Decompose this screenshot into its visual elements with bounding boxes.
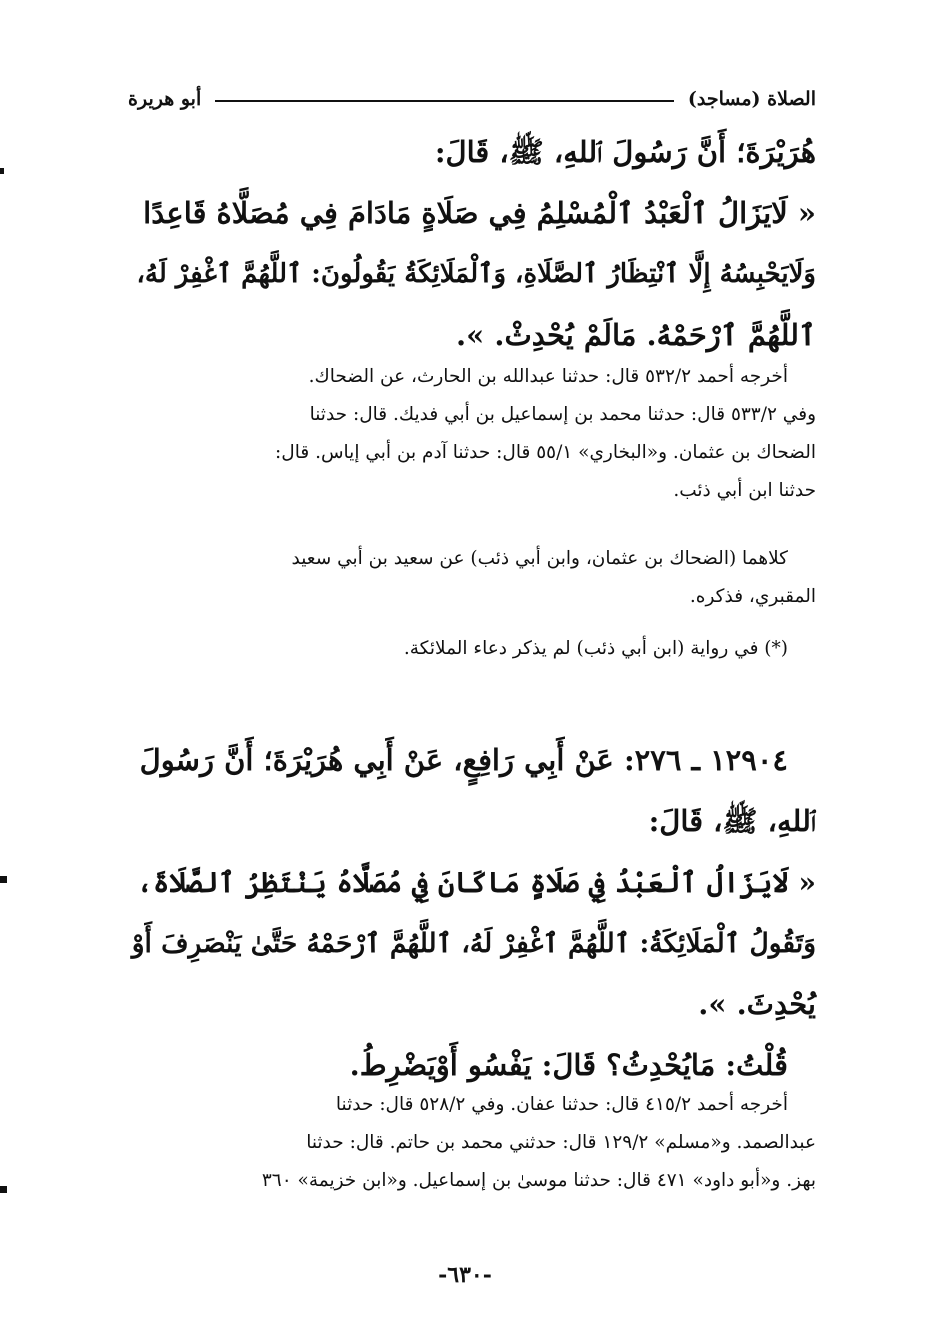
takhrij-line: وفي ٥٣٣/٢ قال: حدثنا محمد بن إسماعيل بن أبي فديك. قال: حدثنا <box>309 404 816 425</box>
hadith-isnad-line: ٱللهِ، ﷺ، قَالَ: <box>648 804 816 838</box>
hadith-line: « لَايَزَالُ ٱلْعَبْدُ فِي صَلَاةٍ مَاكَانَ فِي مُصَلَّاهُ يَنْتَظِرُ ٱلصَّلَاةَ، <box>136 866 816 899</box>
running-header <box>128 84 816 114</box>
section-1-hadith <box>128 122 816 366</box>
hadith-line: وَتَقُولُ ٱلْمَلَائِكَةُ: ٱللَّهُمَّ ٱغْفِرْ لَهُ، ٱللَّهُمَّ ٱرْحَمْهُ حَتَّىٰ يَنْصَرِفَ أَوْ <box>131 928 816 959</box>
scan-margin-mark <box>0 168 4 174</box>
hadith-line: « لَايَزَالُ ٱلْعَبْدُ ٱلْمُسْلِمُ فِي صَلَاةٍ مَادَامَ فِي مُصَلَّاهُ قَاعِدًا <box>143 196 816 230</box>
section-2-hadith <box>128 730 816 1096</box>
section-1-takhrij-summary <box>128 540 816 616</box>
takhrij-line: كلاهما (الضحاك بن عثمان، وابن أبي ذئب) عن سعيد بن أبي سعيد <box>291 548 788 569</box>
hadith-number-line: ١٢٩٠٤ ـ ٢٧٦: عَنْ أَبِي رَافِعٍ، عَنْ أَبِي هُرَيْرَةَ؛ أَنَّ رَسُولَ <box>139 743 788 777</box>
takhrij-line: عبدالصمد. و«مسلم» ١٢٩/٢ قال: حدثني محمد بن حاتم. قال: حدثنا <box>306 1132 816 1153</box>
hadith-intro-line: هُرَيْرَةَ؛ أَنَّ رَسُولَ ٱللهِ، ﷺ، قَالَ: <box>434 135 816 169</box>
takhrij-line: بهز. و«أبو داود» ٤٧١ قال: حدثنا موسىٰ بن إسماعيل. و«ابن خزيمة» ٣٦٠ <box>261 1170 816 1191</box>
section-2-takhrij <box>128 1086 816 1200</box>
header-chapter: الصلاة (مساجد) <box>687 88 816 110</box>
header-narrator: أبو هريرة <box>128 88 202 110</box>
header-rule <box>215 100 674 102</box>
hadith-line: يُحْدِثَ. ». <box>698 987 816 1021</box>
section-1-takhrij <box>128 358 816 510</box>
takhrij-line: أخرجه أحمد ٥٣٢/٢ قال: حدثنا عبدالله بن الحارث، عن الضحاك. <box>308 366 788 387</box>
hadith-question-line: قُلْتُ: مَايُحْدِثُ؟ قَالَ: يَفْسُو أَوْيَضْرِطُ. <box>349 1048 788 1082</box>
takhrij-line: المقبري، فذكره. <box>689 586 816 607</box>
takhrij-line: أخرجه أحمد ٤١٥/٢ قال: حدثنا عفان. وفي ٥٢٨/٢ قال: حدثنا <box>335 1094 788 1115</box>
takhrij-line: حدثنا ابن أبي ذئب. <box>673 480 816 501</box>
section-1-footnote <box>128 630 816 668</box>
hadith-line: وَلَايَحْبِسُهُ إِلَّا ٱنْتِظَارُ ٱلصَّلَاةِ، وَٱلْمَلَائِكَةُ يَقُولُونَ: ٱللَّهُمَّ ٱغْفِرْ لَهُ، <box>136 259 816 289</box>
hadith-line: ٱللَّهُمَّ ٱرْحَمْهُ. مَالَمْ يُحْدِثْ. ». <box>456 318 816 352</box>
page-number: -٦٣٠- <box>438 1262 492 1288</box>
footnote-line: (*) في رواية (ابن أبي ذئب) لم يذكر دعاء الملائكة. <box>403 638 788 659</box>
scan-margin-mark <box>0 1186 7 1193</box>
takhrij-line: الضحاك بن عثمان. و«البخاري» ٥٥/١ قال: حدثنا آدم بن أبي إياس. قال: <box>275 442 816 463</box>
scan-margin-mark <box>0 876 7 883</box>
